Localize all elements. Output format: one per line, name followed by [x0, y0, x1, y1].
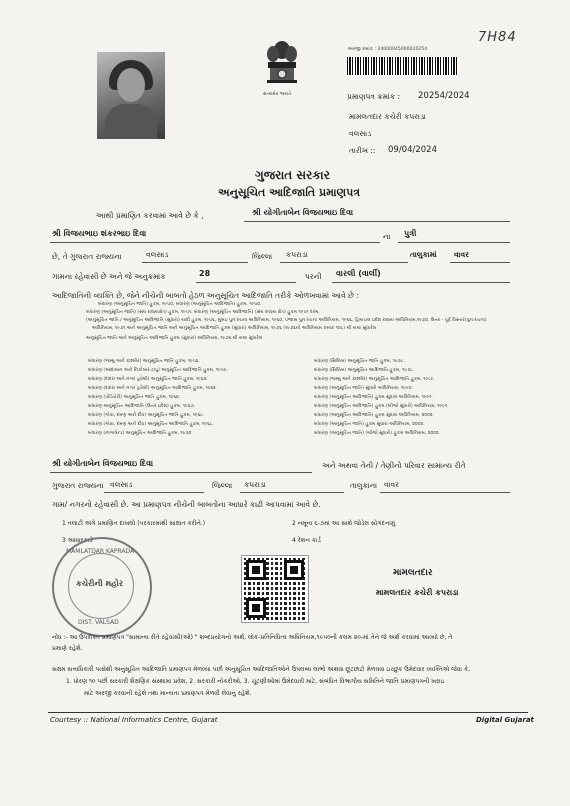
seal-bottom-text: DIST. VALSAD: [78, 619, 119, 626]
order-top: અધિનિયમ, ૧૯૭૧ અને અનુસૂચિત જાતિ અને અનુસૂચિત આદિજાતિ હુકમ (સુધારા) અધિનિયમ, ૧૯૭૬ (૧૯૭૬નો અધિનિયમ ક્રમાંક ૧૦૮) થી યથા સુધારેલ: [92, 326, 377, 331]
footer-courtesy: Courtesy :: National Informatics Centre, Gujarat: [50, 716, 218, 724]
order-right: બંધારણ (અનુસૂચિત આદિજાતિ) હુકમ સુધારા અધિનિયમ, ૨૦૦૨.: [314, 413, 435, 418]
order-left: બંધારણ (દાદરા અને નગર હવેલી) અનુસૂચિત આદિજાતિ હુકમ, ૧૯૬૨.: [88, 386, 218, 391]
application-number: અરજી ક્રમાંક : 24000045000020254: [348, 47, 428, 52]
relation: પુત્રી: [404, 229, 417, 238]
note-line-3: સક્ષમ સત્તાધિકારી પાસેથી અનુસૂચિત આદિજાતિ પ્રમાણપત્ર મેળવ્યા પછી અનુસૂચિત આદિજાતિઓને ઉપલબ્ધ લાભો અથવા છૂટછાટો મેળવવા ઇચ્છુક ઉમેદવાર વ્યક્તિએ જેવા કે,: [52, 666, 471, 673]
order-right: બંધારણ (અનુસૂચિત આદિજાતિ) હુકમ સુધારા અધિનિયમ, ૧૯૯૧.: [314, 395, 434, 400]
taluka-label: તાલુકામાં: [410, 250, 437, 259]
order-left: બંધારણ (પોંડિચેરી) અનુસૂચિત જાતિ હુકમ, ૧૯૬૪.: [88, 395, 181, 400]
cert-date: 09/04/2024: [388, 145, 437, 155]
village-label: ગામના રહેવાસી છે અને જે અનુક્રમાંક: [52, 272, 166, 281]
tribe-line: આદિજાતિની વ્યક્તિ છે, જેને નીચેની બાબતો હેઠળ અનુસૂચિત આદિજાતિ તરીકે ઓળખવામાં આવે છે :: [52, 291, 359, 300]
residence-taluka-label: તાલુકાના: [350, 481, 378, 490]
order-left: બંધારણ (ગોવા, દમણ અને દીવ) અનુસૂચિત જાતિ હુકમ, ૧૯૬૮.: [88, 413, 205, 418]
district-label: જિલ્લા: [252, 252, 273, 261]
cert-place: વલસાડ: [349, 129, 372, 138]
applicant-name: શ્રી યોગીતાબેન વિજયભાઇ દિવા: [252, 208, 354, 217]
basis-item-3: 3 આધારકાર્ડ: [62, 537, 93, 544]
certificate-title: અનુસૂચિત આદિજાતિ પ્રમાણપત્ર: [218, 186, 361, 199]
order-right: બંધારણ (સિક્કિમ) અનુસૂચિત આદિજાતિ હુકમ, ૧૯૭૮.: [314, 368, 415, 373]
caste-label: પરની: [305, 272, 322, 281]
seal-top-text: MAMLATDAR KAPRADA: [66, 548, 135, 555]
father-name: શ્રી વિજયભાઇ શંકરભાઇ દિવા: [52, 229, 147, 238]
order-top: (અનુસૂચિત જાતિ / અનુસૂચિત આદિજાતિ (સુધારા) યાદી હુકમ, ૧૯૫૬, મુંબઇ પુનઃરચના અધિનિયમ, ૧૯૬૦, પંજાબ પુનઃરચના અધિનિયમ, ૧૯૬૬, હિમાચલ પ્રદેશ રાજ્ય અધિનિયમ,૧૯૭૦, ઉત્તર - પૂર્વ વિસ્તાર(પુનઃરચના): [86, 318, 487, 323]
village-value: વાવર: [454, 250, 470, 259]
order-left: બંધારણ અનુસૂચિત આદિજાતિ (ઉત્તર પ્રદેશ) હુકમ, ૧૯૬૭.: [88, 404, 196, 409]
order-right: બંધારણ (અનુસૂચિત જાતિ) (બીજો સુધારો) હુકમ અધિનિયમ, ૨૦૦૨.: [314, 431, 441, 436]
office-seal: [52, 537, 152, 637]
note-item-2: માટે અરજી કરવાની રહેશે તથા માન્યતા પ્રમાણપત્ર મેળવી લેવાનું રહેશે.: [84, 690, 252, 697]
basis-item-1: 1 તલાટી અંગે પ્રમાણિત દાખલો (પરકારમાંથી સાક્ષાત કરીને.): [62, 520, 206, 527]
order-left: બંધારણ (ગોવા, દમણ અને દીવ) અનુસૂચિત આદિજાતિ હુકમ, ૧૯૬૮.: [88, 422, 214, 427]
order-left: બંધારણ (જમ્મુ અને કાશ્મીર) અનુસૂચિત જાતિ હુકમ, ૧૯૫૬.: [88, 359, 200, 364]
order-right: બંધારણ (જમ્મુ અને કાશ્મીર) અનુસૂચિત આદિજાતિ હુકમ, ૧૯૮૯.: [314, 377, 435, 382]
order-left: બંધારણ (દાદરા અને નગર હવેલી) અનુસૂચિત જાતિ હુકમ, ૧૯૬૨.: [88, 377, 208, 382]
order-top: બંધારણ (અનુસૂચિત જાતિ) હુકમ, ૧૯૫૦, બંધારણ (અનુસૂચિત આદિજાતિ) હુકમ, ૧૯૫૦.: [98, 302, 262, 307]
note-line-1: નોંધ :- આ ઉપરોક્ત પ્રમાણપત્ર "સામાન્ય રીતે રહેવાસી(ઓ) " શબ્દપ્રયોગનો અર્થ, લોક-પ્રતિનિધિત્વ અધિનિયમ,૧૯૫૦ની કલમ ૨૦-માં તેને જે અર્થ કરવામાં આવ્યો છે, તે: [52, 634, 453, 641]
footer-digital-gujarat: Digital Gujarat: [476, 716, 534, 724]
footer-rule: [48, 712, 528, 713]
handwritten-note: 7H84: [478, 30, 517, 45]
barcode: [347, 57, 459, 75]
serial-number: 28: [199, 269, 211, 278]
signatory-office: મામલતદાર કચેરી કપરાડા: [376, 588, 459, 597]
residence-district-value: વલસાડ: [110, 480, 133, 489]
order-right: બંધારણ (અનુસૂચિત જાતિ) સુધારો અધિનિયમ, ૧૯૯૦.: [314, 386, 413, 391]
order-left: બંધારણ (નાગાલેન્ડ) અનુસૂચિત આદિજાતિ હુકમ, ૧૯૭૦.: [88, 431, 193, 436]
residence-name: શ્રી યોગીતાબેન વિજયભાઇ દિવા: [52, 459, 154, 468]
order-right: બંધારણ (અનુસૂચિત જાતિ) હુકમ સુધારા અધિનિયમ, ૨૦૦૨.: [314, 422, 425, 427]
residence-suffix: અને અથવા તેની / તેણીનો પરિવાર સામાન્ય રીતે: [322, 461, 466, 470]
residence-village-value: વાવર: [384, 480, 400, 489]
national-emblem-icon: [262, 36, 302, 94]
order-left: બંધારણ (આંદામાન અને નિકોબાર ટાપુ) અનુસૂચિત આદિજાતિ હુકમ, ૧૯૫૯.: [88, 368, 228, 373]
qr-code: [242, 556, 308, 622]
cert-date-label: તારીખ ::: [349, 146, 376, 155]
state-label: છે, તે ગુજરાત રાજ્યના: [52, 252, 122, 261]
order-right: બંધારણ (અનુસૂચિત આદિજાતિ) હુકમ (બીજો સુધારો) અધિનિયમ, ૧૯૯૧.: [314, 404, 449, 409]
seal-middle-text: કચેરીની મહોર: [76, 579, 123, 588]
district-value: વલસાડ: [146, 250, 169, 259]
caste-name: વારલી (વાર્લી): [336, 269, 381, 278]
emblem-motto: સત્યમેવ જયતે: [263, 92, 292, 97]
applicant-photo: [97, 52, 165, 139]
basis-item-4: 4 રેશન કાર્ડ: [292, 537, 321, 544]
basis-item-2: 2 નમૂના ૬-૭માં આ સાથે જોડેલ સોગંદનામું: [292, 520, 396, 527]
order-right: બંધારણ (સિક્કિમ) અનુસૂચિત જાતિ હુકમ, ૧૯૭૮.: [314, 359, 405, 364]
signatory-title: મામલતદાર: [393, 568, 433, 578]
residence-state: ગુજરાત રાજ્યના: [52, 481, 104, 490]
cert-number-label: પ્રમાણપત્ર ક્રમાંક :: [347, 92, 401, 101]
govt-heading: ગુજરાત સરકાર: [255, 168, 330, 182]
na-label: ના: [383, 232, 391, 241]
order-top: અનુસૂચિત જાતિ અને અનુસૂચિત આદિજાતિ હુકમ (સુધારા) અધિનિયમ, ૧૯૭૬ થી યથા સુધારેલ: [86, 336, 263, 341]
taluka-value: કપરાડા: [286, 250, 308, 259]
cert-number: 20254/2024: [418, 91, 470, 101]
residence-district-label: જિલ્લા: [212, 481, 233, 490]
residence-line: ગામ/ નગરનો રહેવાસી છે. આ પ્રમાણપત્ર નીચેની બાબતોના આધારે કાઢી આપવામાં આવે છે.: [52, 500, 321, 509]
note-line-2: પ્રમાણે રહેશે.: [52, 645, 83, 652]
order-top: બંધારણ (અનુસૂચિત જાતિ) (સંઘ રાજ્યક્ષેત્ર) હુકમ, ૧૯૫૧. બંધારણ (અનુસૂચિત આદિજાતિ) (સંઘ રાજ્ય ક્ષેત્ર) હુકમ ૧૯૫૧ દરમ્.: [86, 310, 320, 315]
cert-office: મામલતદાર કચેરી કપરાડા: [349, 112, 426, 121]
note-item-1: 1. ધોરણ ૧૦ પછી સરકારી શૈક્ષણિક સંસ્થામાં પ્રવેશ, 2. સરકારી નોકરીઓ, 3. ચૂંટણીઓમાં ઉમેદવારી માટે, સંબંધિત વિભાગીય સમિતિને જાતિ પ્રમાણપત્રની ખરાઇ: [66, 678, 445, 685]
residence-taluka-value: કપરાડા: [244, 480, 266, 489]
line1-label: આથી પ્રમાણિત કરવામાં આવે છે કે ,: [96, 211, 204, 220]
